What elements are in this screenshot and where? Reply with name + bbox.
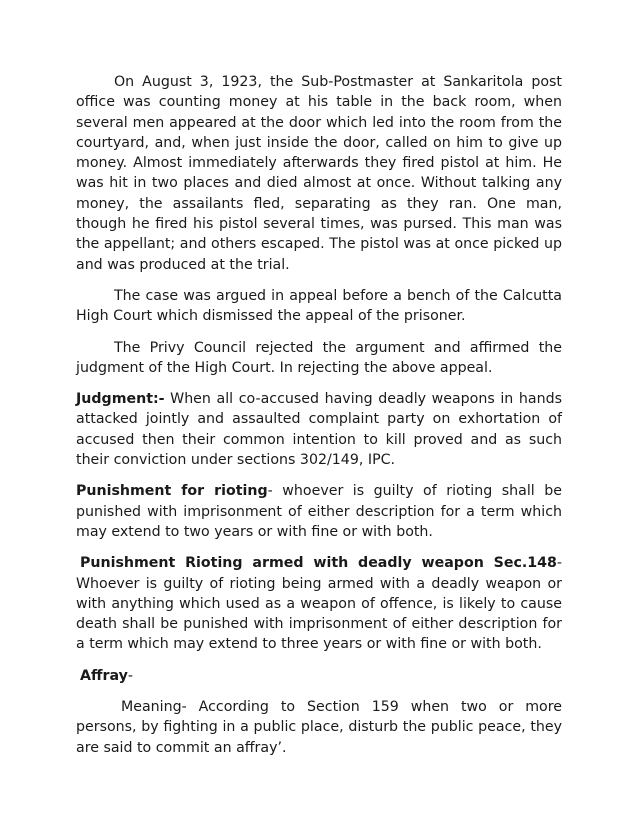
affray-meaning-paragraph: Meaning- According to Section 159 when two or more persons, by fighting in a public place, disturb the public peace, they are said to commit an affray’. (76, 699, 562, 756)
judgment-heading: Judgment:- (76, 391, 165, 408)
armed-rioting-text: - Whoever is guilty of rioting being armed with a deadly weapon or with anything which used as a weapon of offence, is likely to cause death shall be punished with imprisonment of either description for a term which may extend to three years or with fine or with both. (76, 555, 562, 653)
affray-dash: - (127, 667, 133, 684)
judgment-paragraph (76, 389, 562, 470)
rioting-paragraph (76, 481, 562, 542)
affray-heading-line (76, 666, 562, 686)
armed-rioting-heading: Punishment Rioting armed with deadly weapon Sec.148 (80, 555, 557, 572)
armed-rioting-paragraph (76, 553, 562, 654)
judgment-text: When all co-accused having deadly weapons in hands attacked jointly and assaulted complaint party on exhortation of accused then their common intention to kill proved and as such their conviction under sections 302/149, IPC. (76, 391, 562, 469)
rioting-text: - whoever is guilty of rioting shall be punished with imprisonment of either description for a term which may extend to two years or with fine or with both. (76, 483, 562, 540)
affray-heading: Affray (80, 667, 128, 684)
rioting-heading: Punishment for rioting (76, 483, 268, 500)
facts-paragraph: On August 3, 1923, the Sub-Postmaster at Sankaritola post office was counting money at his table in the back room, when several men appeared at the door which led into the room from the courtyard, and, when just inside the door, called on him to give up money. Almost immediately afterwards they fired pistol at him. He was hit in two places and died almost at once. Without talking any money, the assailants fled, separating as they ran. One man, though he fired his pistol several times, was pursed. This man was the appellant; and others escaped. The pistol was at once picked up and was produced at the trial. (76, 74, 562, 273)
document-page (76, 72, 562, 769)
appeal-paragraph: The case was argued in appeal before a bench of the Calcutta High Court which dismissed the appeal of the prisoner. (76, 287, 562, 325)
privy-council-paragraph: The Privy Council rejected the argument and affirmed the judgment of the High Court. In rejecting the above appeal. (76, 339, 562, 376)
